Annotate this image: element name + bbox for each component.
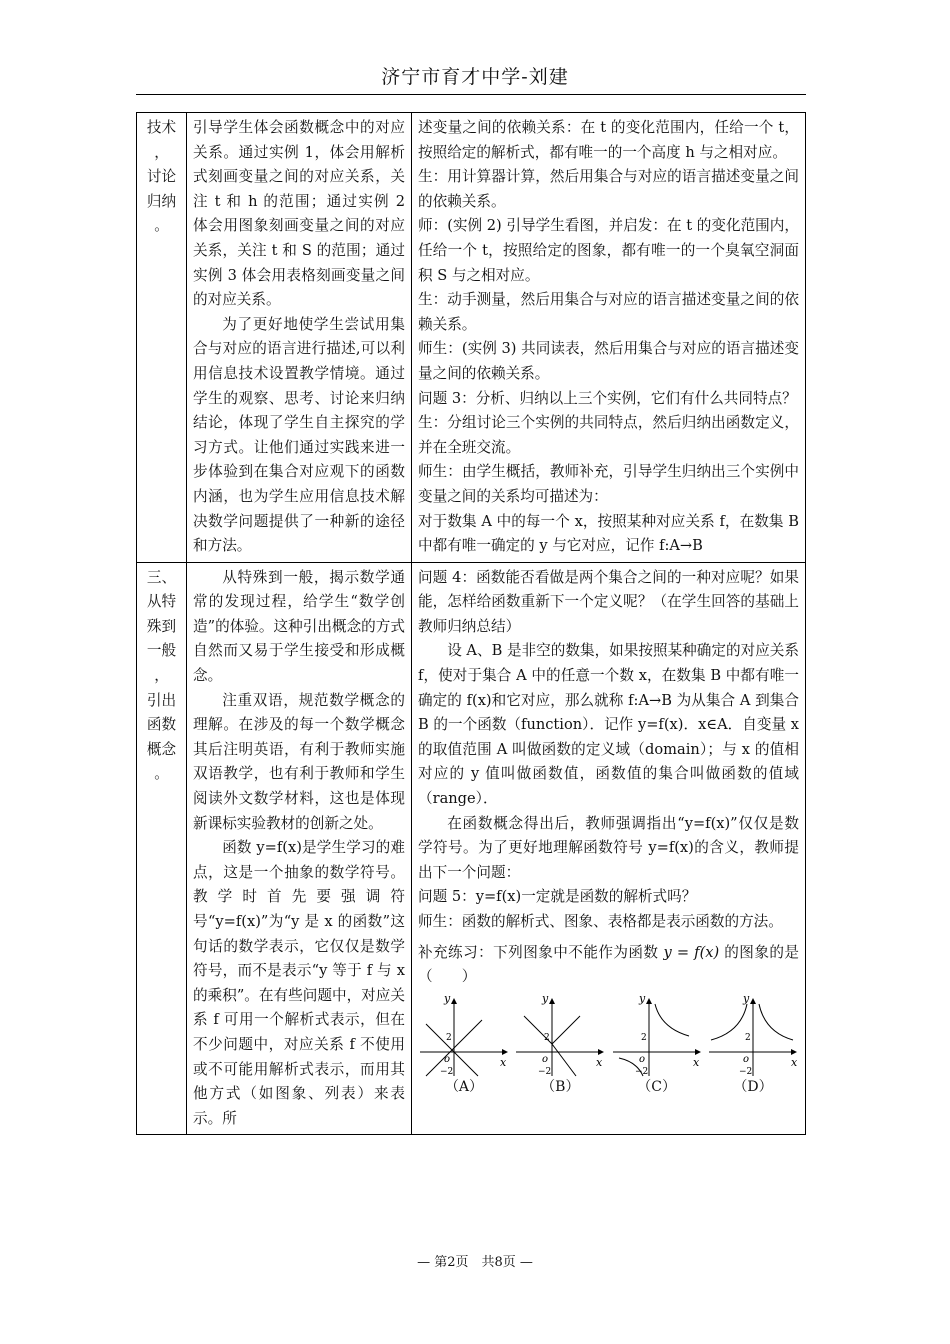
x-axis-label: x <box>500 1055 507 1069</box>
paragraph: 问题 3：分析、归纳以上三个实例，它们有什么共同特点？ <box>418 389 797 407</box>
stage-text: 一般 <box>146 642 177 660</box>
stage-cell <box>137 113 187 563</box>
paragraph: 对于数集 A 中的每一个 x，按照某种对应关系 f，在数集 B 中都有唯一确定的 y 与它对应，记作 f:A→B <box>418 512 799 555</box>
graph-label: （D） <box>733 1078 773 1095</box>
paragraph: 设 A、B 是非空的数集，如果按照某种确定的对应关系 f，使对于集合 A 中的任意一个数 x，在数集 B 中都有唯一确定的 f(x)和它对应，那么就称 f:A→B 为从集合 A 到集合 B 的一个函数（function）．记作 y=f(x)．x∈A．自变量 x 的取值范围 A 叫做函数的定义域（domain）；与 x 的值相对应的 y 值叫做函数值，函数值的集合叫做函数的值域（range）． <box>418 642 799 808</box>
stage-text: 技术 <box>146 119 177 136</box>
x-axis-label: x <box>692 1055 699 1069</box>
y-axis-label: y <box>444 995 451 1005</box>
page-footer: — 第2页 共8页 — <box>417 1255 533 1270</box>
table-row <box>137 562 806 1135</box>
paragraph: 为了更好地使学生尝试用集合与对应的语言进行描述,可以利用信息技术设置教学情境。通过学生的观察、思考、讨论来归纳结论，体现了学生自主探究的学习方式。让他们通过实践来进一步体验到在集合对应观下的函数内涵，也为学生应用信息技术解决数学问题提供了一种新的途径和方法。 <box>193 315 405 555</box>
stage-text: 。 <box>154 217 169 235</box>
y-axis-label: y <box>638 995 645 1005</box>
lesson-plan-table <box>136 112 806 1135</box>
x-axis-label: x <box>596 1055 603 1069</box>
stage-text: 归纳 <box>146 192 177 210</box>
paragraph: 注重双语，规范数学概念的理解。在涉及的每一个数学概念其后注明英语，有利于教师实施双语教学，也有利于教师和学生阅读外文数学材料，这也是体现新课标实验教材的创新之处。 <box>193 691 405 832</box>
paragraph: 引导学生体会函数概念中的对应关系。通过实例 1，体会用解析式刻画变量之间的对应关系，关注 t 和 h 的范围；通过实例 2 体会用图象刻画变量之间的对应关系，关注 t 和 S 的范围；通过实例 3 体会用表格刻画变量之间的对应关系。 <box>193 119 405 309</box>
graph-label: （B） <box>541 1078 580 1095</box>
graph-option-c <box>611 996 703 1096</box>
graph-options <box>418 996 799 1096</box>
origin-label: o <box>742 1053 750 1065</box>
paragraph: 从特殊到一般，揭示数学通常的发现过程，给学生“数学创造”的体验。这种引出概念的方式自然而又易于学生接受和形成概念。 <box>193 568 405 685</box>
tick-label: 2 <box>744 1032 751 1043</box>
origin-label: o <box>638 1053 645 1065</box>
graph-b-svg <box>514 996 606 1078</box>
tick-label: 2 <box>544 1032 551 1043</box>
paragraph: 师生：(实例 3) 共同读表，然后用集合与对应的语言描述变量之间的依赖关系。 <box>418 340 799 382</box>
paragraph: 问题 5：y=f(x)一定就是函数的解析式吗？ <box>418 888 697 906</box>
paragraph: 述变量之间的依赖关系：在 t 的变化范围内，任给一个 t，按照给定的解析式，都有唯一的一个高度 h 与之相对应。 <box>418 119 799 161</box>
paragraph: 函数 y=f(x)是学生学习的难点，这是一个抽象的数学符号。教学时首先要强调符号“y=f(x)”为“y 是 x 的函数”这句话的数学表示，它仅仅是数学符号，而不是表示“y 等于 f 与 x 的乘积”。在有些问题中，对应关系 f 可用一个解析式表示，但在不少问题中，对应关系 f 不使用或不可能用解析式表示，而用其他方式（如图象、列表）来表示。所 <box>193 839 405 1127</box>
teaching-process-cell <box>412 562 806 1135</box>
origin-label: o <box>444 1053 451 1065</box>
graph-d-svg <box>707 996 799 1078</box>
design-intent-cell <box>187 562 412 1135</box>
paragraph: 生：用计算器计算，然后用集合与对应的语言描述变量之间的依赖关系。 <box>418 168 799 210</box>
stage-text: ， <box>154 143 169 161</box>
paragraph: 在函数概念得出后，教师强调指出“y=f(x)”仅仅是数学符号。为了更好地理解函数符号 y=f(x)的含义，教师提出下一个问题： <box>418 814 799 881</box>
graph-c-svg <box>611 996 703 1078</box>
tick-label: 2 <box>640 1032 647 1043</box>
graph-option-a <box>418 996 510 1096</box>
tick-label: −2 <box>440 1066 454 1077</box>
stage-text: 三、 <box>146 568 177 586</box>
paragraph: 师生：函数的解析式、图象、表格都是表示函数的方法。 <box>418 913 783 930</box>
y-axis-label: y <box>742 995 750 1005</box>
stage-text: 。 <box>154 765 169 783</box>
stage-text: 引出 <box>146 691 177 709</box>
paragraph: 生：动手测量，然后用集合与对应的语言描述变量之间的依赖关系。 <box>418 291 799 333</box>
graph-option-b <box>514 996 606 1096</box>
exercise-suffix: 的图象的是（ ） <box>418 943 799 986</box>
x-axis-label: x <box>790 1055 798 1069</box>
table-row <box>137 113 806 563</box>
tick-label: 2 <box>446 1032 452 1043</box>
exercise-text <box>418 941 799 990</box>
stage-text: 概念 <box>146 740 177 758</box>
function-notation: y = f(x) <box>663 943 720 961</box>
page-header: 济宁市育才中学-刘建 <box>381 66 569 88</box>
stage-text: 殊到 <box>146 617 177 635</box>
header-rule <box>136 94 806 95</box>
teaching-process-cell <box>412 113 806 563</box>
design-intent-cell <box>187 113 412 563</box>
stage-cell <box>137 562 187 1135</box>
graph-label: （C） <box>637 1078 677 1095</box>
graph-option-d <box>707 996 799 1096</box>
stage-text: 讨论 <box>146 168 177 186</box>
tick-label: −2 <box>634 1066 648 1077</box>
exercise-prefix: 补充练习：下列图象中不能作为函数 <box>418 943 659 961</box>
tick-label: −2 <box>538 1066 552 1077</box>
stage-text: 函数 <box>146 716 177 734</box>
y-axis-label: y <box>542 995 549 1005</box>
stage-text: ， <box>154 667 169 685</box>
tick-label: −2 <box>738 1066 753 1077</box>
paragraph: 生：分组讨论三个实例的共同特点，然后归纳出函数定义，并在全班交流。 <box>418 414 799 456</box>
paragraph: 师生：由学生概括，教师补充，引导学生归纳出三个实例中变量之间的关系均可描述为： <box>418 463 799 505</box>
paragraph: 师：(实例 2) 引导学生看图，并启发：在 t 的变化范围内，任给一个 t，按照给定的图象，都有唯一的一个臭氧空洞面积 S 与之相对应。 <box>418 217 799 284</box>
stage-text: 从特 <box>146 593 177 611</box>
origin-label: o <box>542 1053 549 1065</box>
graph-a-svg <box>418 996 510 1078</box>
paragraph: 问题 4：函数能否看做是两个集合之间的一种对应呢？如果能，怎样给函数重新下一个定义呢？（在学生回答的基础上教师归纳总结） <box>418 568 799 635</box>
graph-label: （A） <box>444 1078 484 1095</box>
